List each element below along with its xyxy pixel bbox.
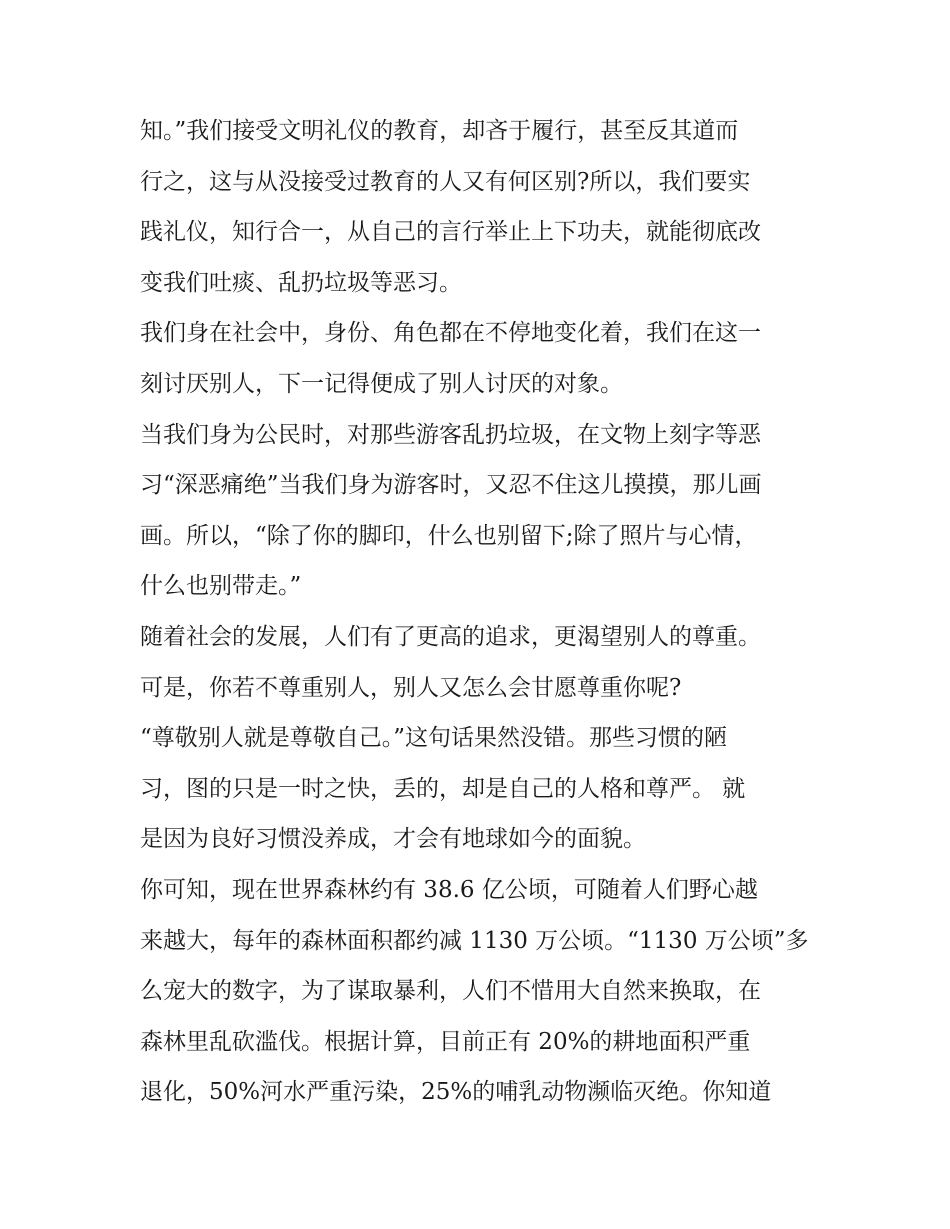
text-line: 践礼仪，知行合一，从自己的言行举止上下功夫，就能彻底改 (140, 219, 761, 246)
text-line: “尊敬别人就是尊敬自己。”这句话果然没错。那些习惯的陋 (140, 725, 728, 752)
text-line: 是因为良好习惯没养成，才会有地球如今的面貌。 (140, 826, 646, 853)
text-line: 画。所以，“除了你的脚印，什么也别留下;除了照片与心情， (140, 522, 758, 549)
body-text (140, 106, 830, 1118)
text-line: 我们身在社会中，身份、角色都在不停地变化着，我们在这一 (140, 320, 761, 347)
text-line: 来越大，每年的森林面积都约减 1130 万公顷。“1130 万公顷”多 (140, 927, 809, 954)
text-line: 什么也别带走。” (140, 573, 302, 600)
text-line: 知。”我们接受文明礼仪的教育，却吝于履行，甚至反其道而 (140, 118, 739, 144)
text-line: 么宠大的数字，为了谋取暴利，人们不惜用大自然来换取，在 (140, 978, 761, 1005)
text-line: 你可知，现在世界森林约有 38.6 亿公顷，可随着人们野心越 (140, 876, 758, 903)
text-line: 退化，50%河水严重污染，25%的哺乳动物濒临灭绝。你知道 (140, 1079, 772, 1106)
text-line: 刻讨厌别人，下一记得便成了别人讨厌的对象。 (140, 370, 623, 397)
text-line: 习“深恶痛绝”当我们身为游客时，又忍不住这儿摸摸，那儿画 (140, 472, 762, 499)
text-line: 习，图的只是一时之快，丢的，却是自己的人格和尊严。 就 (140, 775, 746, 802)
text-line: 变我们吐痰、乱扔垃圾等恶习。 (140, 269, 462, 296)
text-line: 森林里乱砍滥伐。根据计算，目前正有 20%的耕地面积严重 (140, 1028, 751, 1055)
text-line: 当我们身为公民时，对那些游客乱扔垃圾，在文物上刻字等恶 (140, 421, 761, 448)
text-line: 随着社会的发展，人们有了更高的追求，更渴望别人的尊重。 (140, 623, 761, 650)
text-line: 行之，这与从没接受过教育的人又有何区别?所以，我们要实 (140, 168, 751, 195)
text-line: 可是，你若不尊重别人，别人又怎么会甘愿尊重你呢? (140, 674, 682, 701)
